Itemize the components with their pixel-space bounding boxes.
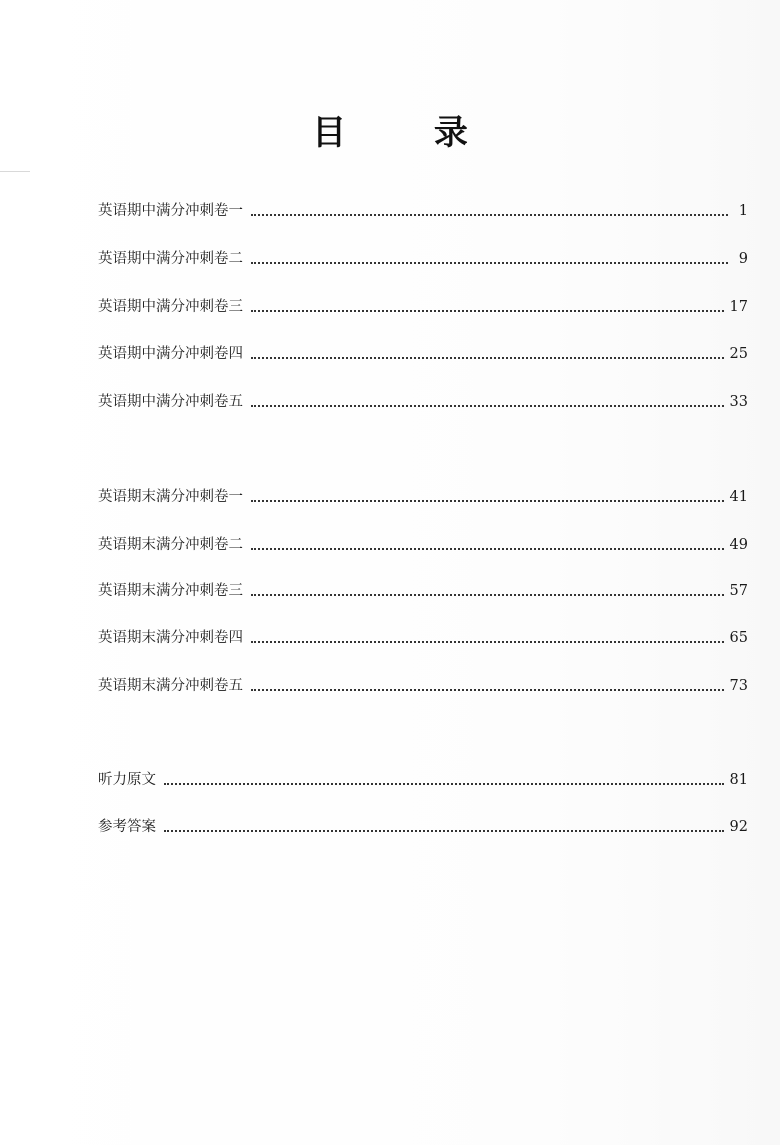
toc-entry-page: 65 [729, 630, 748, 646]
toc-entry-page: 92 [729, 819, 748, 835]
toc-entry-answer-key[interactable] [98, 815, 748, 839]
toc-entry-page: 49 [729, 537, 748, 553]
toc-entry-page: 33 [729, 394, 748, 410]
toc-entry-final-2[interactable] [98, 533, 748, 557]
toc-entry-midterm-4[interactable] [98, 342, 748, 366]
toc-leader-dots [251, 641, 724, 643]
toc-entry-label: 听力原文 [98, 772, 156, 788]
toc-entry-label: 英语期末满分冲刺卷五 [98, 678, 243, 694]
toc-entry-label: 英语期末满分冲刺卷三 [98, 583, 243, 599]
toc-entry-label: 英语期中满分冲刺卷五 [98, 394, 243, 410]
toc-leader-dots [251, 310, 724, 312]
toc-entry-listening-transcript[interactable] [98, 768, 748, 792]
toc-entry-midterm-3[interactable] [98, 295, 748, 319]
toc-entry-page: 9 [738, 251, 748, 267]
toc-entry-page: 1 [738, 203, 748, 219]
toc-entry-label: 英语期末满分冲刺卷二 [98, 537, 243, 553]
toc-entry-label: 英语期中满分冲刺卷一 [98, 203, 243, 219]
scan-edge-mark [0, 171, 30, 172]
toc-entry-final-5[interactable] [98, 674, 748, 698]
toc-title: 目 录 [312, 113, 506, 153]
toc-leader-dots [251, 405, 724, 407]
toc-leader-dots [251, 357, 724, 359]
toc-entry-page: 17 [729, 299, 748, 315]
toc-entry-label: 英语期中满分冲刺卷四 [98, 346, 243, 362]
toc-entry-page: 73 [729, 678, 748, 694]
toc-leader-dots [251, 500, 724, 502]
toc-entry-label: 英语期中满分冲刺卷三 [98, 299, 243, 315]
toc-leader-dots [251, 214, 728, 216]
toc-entry-final-4[interactable] [98, 626, 748, 650]
toc-entry-midterm-2[interactable] [98, 247, 748, 271]
toc-entry-page: 25 [729, 346, 748, 362]
toc-entry-midterm-5[interactable] [98, 390, 748, 414]
toc-entry-final-3[interactable] [98, 579, 748, 603]
toc-entry-label: 英语期末满分冲刺卷四 [98, 630, 243, 646]
toc-leader-dots [251, 548, 724, 550]
toc-entry-page: 81 [729, 772, 748, 788]
toc-leader-dots [251, 262, 728, 264]
toc-leader-dots [251, 594, 724, 596]
toc-leader-dots [164, 830, 724, 832]
toc-leader-dots [164, 783, 724, 785]
toc-entry-final-1[interactable] [98, 485, 748, 509]
toc-entry-label: 参考答案 [98, 819, 156, 835]
toc-entry-page: 57 [729, 583, 748, 599]
toc-leader-dots [251, 689, 724, 691]
toc-entry-label: 英语期末满分冲刺卷一 [98, 489, 243, 505]
toc-entry-page: 41 [729, 489, 748, 505]
toc-entry-label: 英语期中满分冲刺卷二 [98, 251, 243, 267]
toc-entry-midterm-1[interactable] [98, 199, 748, 223]
